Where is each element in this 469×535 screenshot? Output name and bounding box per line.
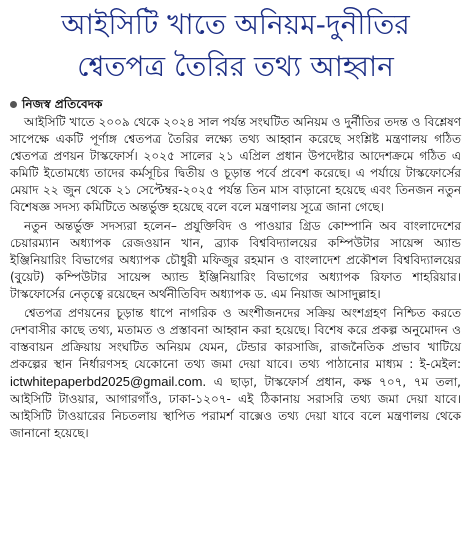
headline (10, 4, 461, 88)
bullet-icon (10, 101, 17, 108)
paragraph-3 (10, 305, 461, 442)
headline-line-1: আইসিটি খাতে অনিয়ম-দুনীতির (61, 8, 410, 41)
byline (10, 96, 461, 112)
email-address: ictwhitepaperbd2025@gmail.com (10, 374, 203, 389)
paragraph-3-text-after: . এ ছাড়া, টাস্কফোর্স প্রধান, কক্ষ ৭০৭, ৭ম তলা, আইসিটি টাওয়ার, আগারগাঁও, ঢাকা-১২০৭- এই ঠিকানায় সরাসরি তথ্য জমা দেয়া যাবে। আইসিটি টাওয়ারের নিচতলায় স্থাপিত পরামর্শ বাক্সেও তথ্য দেয়া যাবে বলে মন্ত্রণালয় থেকে জানানো হয়েছে। (10, 375, 461, 440)
headline-line-2: শ্বেতপত্র তৈরির তথ্য আহ্বান (77, 50, 394, 83)
paragraph-1: আইসিটি খাতে ২০০৯ থেকে ২০২৪ সাল পর্যন্ত সংঘটিত অনিয়ম ও দুর্নীতির তদন্ত ও বিশ্লেষণ সাপেক্ষে একটি পূর্ণাঙ্গ শ্বেতপত্র তৈরির লক্ষ্যে তথ্য আহ্বান করেছে সংশ্লিষ্ট মন্ত্রণালয় গঠিত শ্বেতপত্র প্রণয়ন টাস্কফোর্স। ২০২৫ সালের ২১ এপ্রিল প্রধান উপদেষ্টার আদেশক্রমে গঠিত এ কমিটি ইতোমধ্যে তাদের কর্মসূচির দ্বিতীয় ও চূড়ান্ত পর্বে প্রবেশ করেছে। এ পর্যায়ে টাস্কফোর্সের মেয়াদ ২২ জুন থেকে ২১ সেপ্টেম্বর-২০২৫ পর্যন্ত তিন মাস বাড়ানো হয়েছে এবং তিনজন নতুন বিশেষজ্ঞ সদস্য কমিটিতে অন্তর্ভুক্ত হয়েছে বলে বলে মন্ত্রণালয় সূত্রে জানা গেছে। (10, 115, 461, 214)
article-body (10, 114, 461, 442)
paragraph-3-text-before: শ্বেতপত্র প্রণয়নের চূড়ান্ত ধাপে নাগরিক ও অংশীজনদের সক্রিয় অংশগ্রহণ নিশ্চিত করতে দেশবাসীর কাছে তথ্য, মতামত ও প্রস্তাবনা আহ্বান করা হয়েছে। বিশেষ করে প্রকল্প অনুমোদন ও বাস্তবায়ন প্রক্রিয়ায় সংঘটিত অনিয়ম যেমন, টেন্ডার কারসাজি, রাজনৈতিক প্রভাব খাটিয়ে প্রকল্পের স্থান নির্ধারণসহ যেকোনো তথ্য জমা দেয়া যাবে। তথ্য পাঠানোর মাধ্যম : ই-মেইল: (10, 306, 461, 371)
byline-text: নিজস্ব প্রতিবেদক (22, 97, 103, 111)
paragraph-2: নতুন অন্তর্ভুক্ত সদস্যরা হলেন– প্রযুক্তিবিদ ও পাওয়ার গ্রিড কোম্পানি অব বাংলাদেশের চেয়ারম্যান অধ্যাপক রেজওয়ান খান, ব্র্যাক বিশ্ববিদ্যালয়ের কম্পিউটার সায়েন্স অ্যান্ড ইঞ্জিনিয়ারিং বিভাগের অধ্যাপক চৌধুরী মফিজুর রহমান ও বাংলাদেশ প্রকৌশল বিশ্ববিদ্যালয়ের (বুয়েট) কম্পিউটার সায়েন্স অ্যান্ড ইঞ্জিনিয়ারিং বিভাগের অধ্যাপক রিফাত শাহরিয়ার। টাস্কফোর্সের নেতৃত্বে রয়েছেন অর্থনীতিবিদ অধ্যাপক ড. এম নিয়াজ আসাদুল্লাহ। (10, 219, 461, 301)
